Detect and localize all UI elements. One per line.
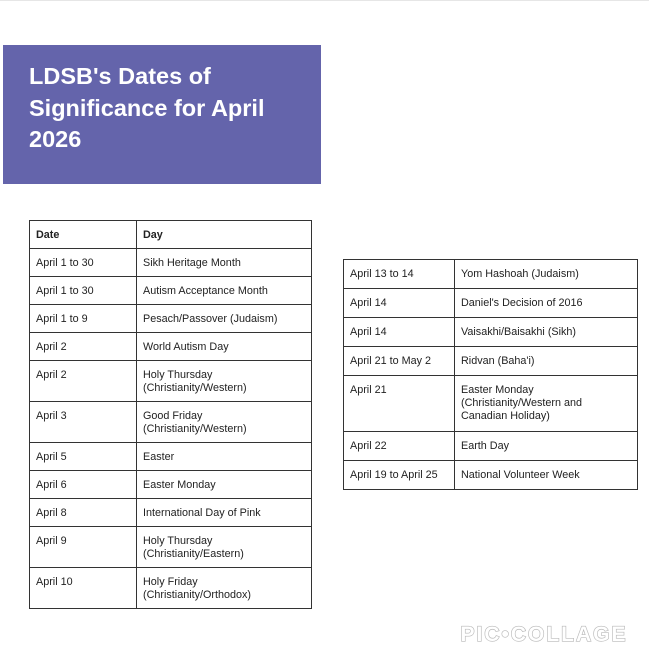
day-cell: National Volunteer Week — [455, 461, 638, 490]
day-cell: Holy Thursday (Christianity/Eastern) — [137, 527, 312, 568]
date-cell: April 14 — [344, 289, 455, 318]
table-row — [344, 461, 638, 490]
table-row — [30, 527, 312, 568]
table-header-row — [30, 221, 312, 249]
day-cell: Easter — [137, 443, 312, 471]
day-cell: World Autism Day — [137, 333, 312, 361]
day-cell: Easter Monday — [137, 471, 312, 499]
date-cell: April 14 — [344, 318, 455, 347]
day-cell: Ridvan (Baha'i) — [455, 347, 638, 376]
table-row — [344, 432, 638, 461]
date-cell: April 21 to May 2 — [344, 347, 455, 376]
date-cell: April 6 — [30, 471, 137, 499]
day-cell: International Day of Pink — [137, 499, 312, 527]
table-row — [344, 318, 638, 347]
table-row — [30, 305, 312, 333]
table-row — [30, 443, 312, 471]
table-row — [30, 402, 312, 443]
date-cell: April 19 to April 25 — [344, 461, 455, 490]
date-cell: April 8 — [30, 499, 137, 527]
table-row — [344, 347, 638, 376]
day-cell: Good Friday (Christianity/Western) — [137, 402, 312, 443]
date-cell: April 22 — [344, 432, 455, 461]
table-row — [344, 289, 638, 318]
date-cell: April 2 — [30, 361, 137, 402]
date-cell: April 2 — [30, 333, 137, 361]
date-cell: April 9 — [30, 527, 137, 568]
day-cell: Pesach/Passover (Judaism) — [137, 305, 312, 333]
table-row — [30, 361, 312, 402]
page-title: LDSB's Dates of Significance for April 2026 — [29, 63, 265, 152]
table-row — [30, 471, 312, 499]
date-cell: April 10 — [30, 568, 137, 609]
date-column-header: Date — [30, 221, 137, 249]
table-row — [344, 376, 638, 432]
date-cell: April 1 to 30 — [30, 249, 137, 277]
table-row — [30, 249, 312, 277]
table-row — [30, 568, 312, 609]
dates-table-left — [29, 220, 312, 609]
day-cell: Holy Thursday (Christianity/Western) — [137, 361, 312, 402]
day-cell: Easter Monday (Christianity/Western and Canadian Holiday) — [455, 376, 638, 432]
dates-table-right — [343, 259, 638, 490]
watermark-text: PIC•COLLAGE — [460, 623, 628, 646]
top-divider — [0, 0, 649, 1]
date-cell: April 3 — [30, 402, 137, 443]
table-row — [30, 277, 312, 305]
day-cell: Earth Day — [455, 432, 638, 461]
table-row — [30, 333, 312, 361]
day-column-header: Day — [137, 221, 312, 249]
date-cell: April 1 to 9 — [30, 305, 137, 333]
title-banner — [3, 45, 321, 184]
table-row — [30, 499, 312, 527]
pic-collage-watermark — [446, 620, 642, 648]
date-cell: April 21 — [344, 376, 455, 432]
date-cell: April 1 to 30 — [30, 277, 137, 305]
day-cell: Sikh Heritage Month — [137, 249, 312, 277]
table-row — [344, 260, 638, 289]
date-cell: April 5 — [30, 443, 137, 471]
day-cell: Autism Acceptance Month — [137, 277, 312, 305]
day-cell: Yom Hashoah (Judaism) — [455, 260, 638, 289]
day-cell: Vaisakhi/Baisakhi (Sikh) — [455, 318, 638, 347]
day-cell: Holy Friday (Christianity/Orthodox) — [137, 568, 312, 609]
day-cell: Daniel's Decision of 2016 — [455, 289, 638, 318]
date-cell: April 13 to 14 — [344, 260, 455, 289]
